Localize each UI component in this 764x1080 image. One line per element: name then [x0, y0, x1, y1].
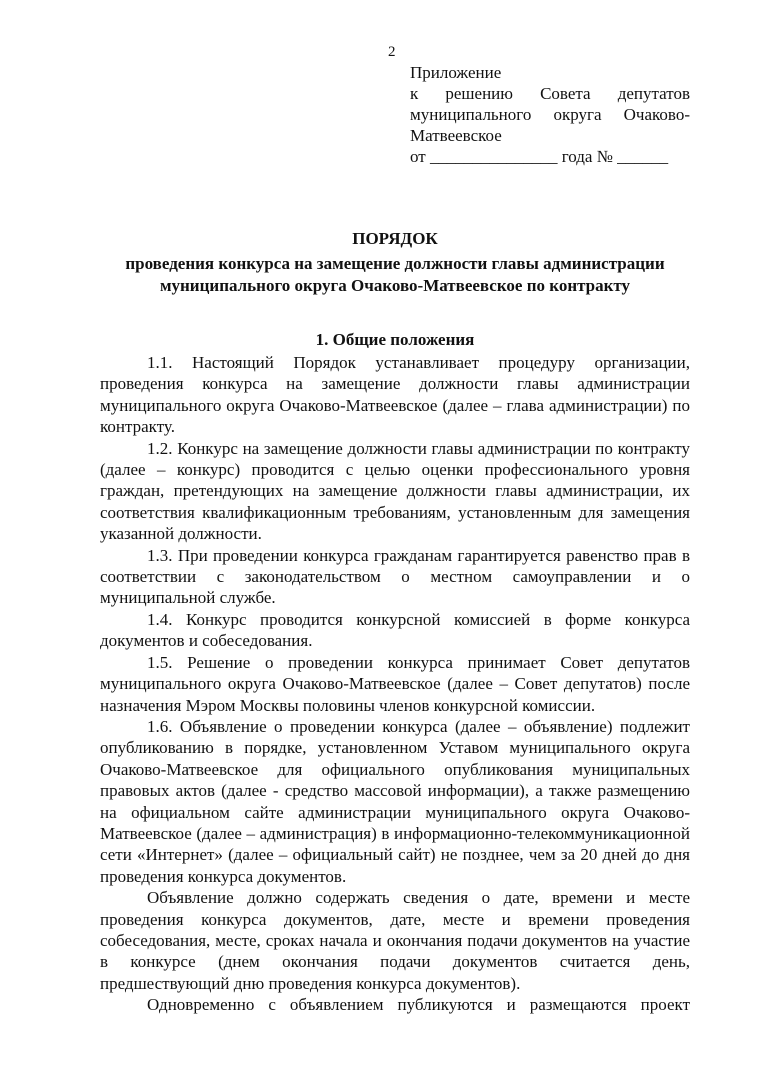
title-main: ПОРЯДОК [352, 229, 438, 248]
title-subtitle-line-1: проведения конкурса на замещение должности главы администрации [125, 254, 665, 273]
appendix-line-1: Приложение [410, 63, 502, 82]
paragraph-1-3: 1.3. При проведении конкурса гражданам гарантируется равенство прав в соответствии с законодательством о местном самоуправлении и о муниципальной службе. [100, 545, 690, 608]
section-body [100, 352, 690, 1016]
paragraph-simultaneous-publication: Одновременно с объявлением публикуются и размещаются проект [147, 995, 690, 1015]
appendix-line-4: Матвеевское [410, 126, 502, 145]
appendix-line-3: муниципального округа Очаково- [410, 105, 690, 124]
appendix-block [410, 62, 690, 167]
paragraph-1-5: 1.5. Решение о проведении конкурса принимает Совет депутатов муниципального округа Очаково-Матвеевское (далее – Совет депутатов) после назначения Мэром Москвы половины членов конкурсной комиссии. [100, 652, 690, 715]
title-subtitle-line-2: муниципального округа Очаково-Матвеевское по контракту [159, 276, 631, 295]
page-number: 2 [388, 44, 396, 60]
section-heading: 1. Общие положения [315, 330, 475, 349]
document-title [100, 228, 690, 297]
paragraph-1-2: 1.2. Конкурс на замещение должности главы администрации по контракту (далее – конкурс) проводится с целью оценки профессионального уровня граждан, претендующих на замещение должности главы администрации, их соответствия квалификационным требованиям, установленным для замещения указанной должности. [100, 438, 690, 544]
paragraph-1-4: 1.4. Конкурс проводится конкурсной комиссией в форме конкурса документов и собеседования. [100, 609, 690, 651]
appendix-line-5: от _______________ года № ______ [410, 147, 669, 166]
paragraph-1-1: 1.1. Настоящий Порядок устанавливает процедуру организации, проведения конкурса на замещение должности главы администрации муниципального округа Очаково-Матвеевское (далее – глава администрации) по контракту. [100, 353, 690, 437]
paragraph-announcement-content: Объявление должно содержать сведения о дате, времени и месте проведения конкурса документов, дате, месте и времени проведения собеседования, месте, сроках начала и окончания подачи документов на участие в конкурсе (днем окончания подачи документов считается день, предшествующий дню проведения конкурса документов). [100, 888, 690, 993]
paragraph-1-6: 1.6. Объявление о проведении конкурса (далее – объявление) подлежит опубликованию в порядке, установленном Уставом муниципального округа Очаково-Матвеевское для официального опубликования муниципальных правовых актов (далее - средство массовой информации), а также размещению на официальном сайте администрации муниципального округа Очаково-Матвеевское (далее – администрация) в информационно-телекоммуникационной сети «Интернет» (далее – официальный сайт) не позднее, чем за 20 дней до дня проведения конкурса документов. [100, 716, 690, 886]
appendix-line-2: к решению Совета депутатов [410, 84, 690, 103]
